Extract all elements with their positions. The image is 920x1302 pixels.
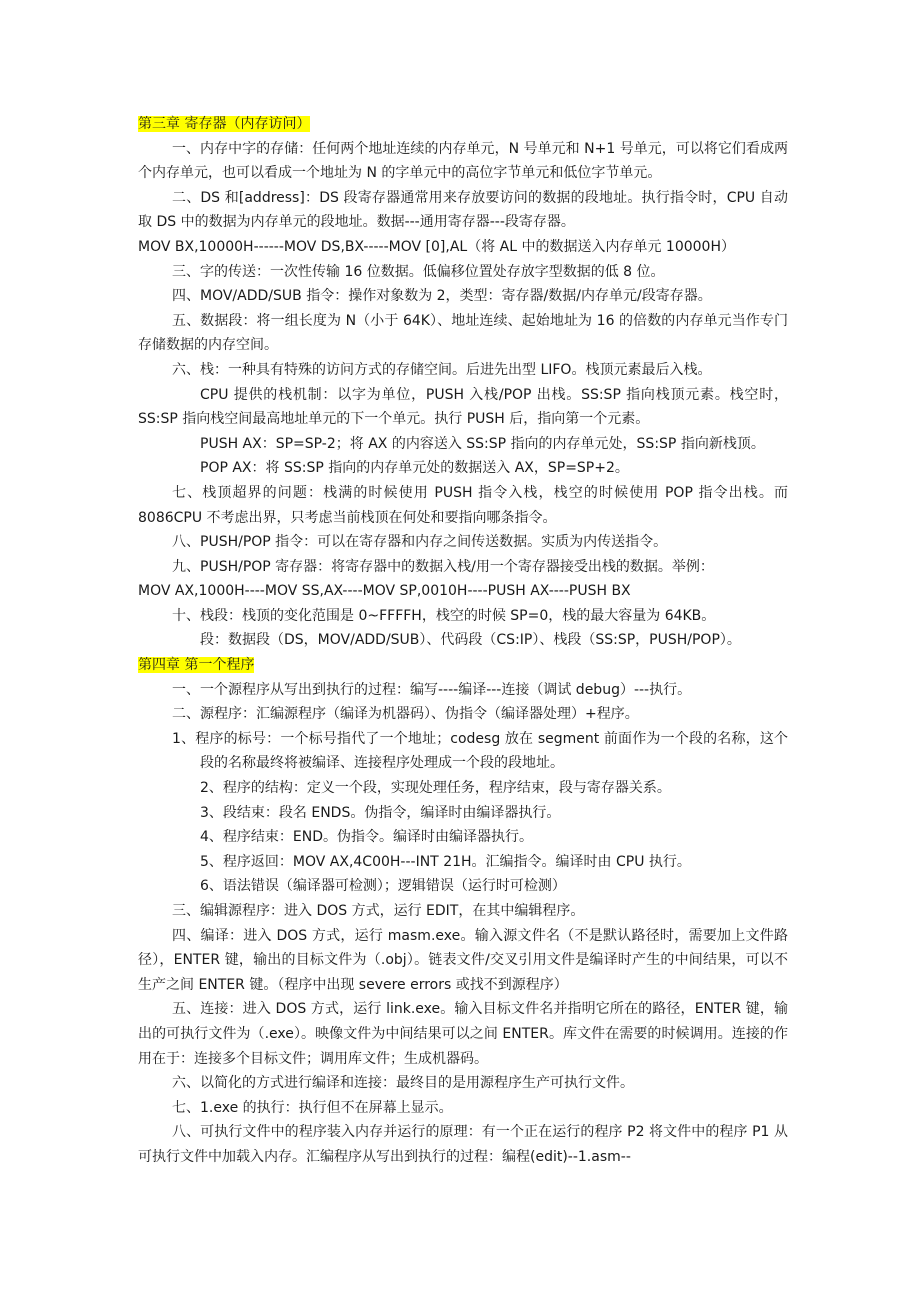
ch3-item-7: 七、栈顶超界的问题：栈满的时候使用 PUSH 指令入栈，栈空的时候使用 POP 指令出栈。而 8086CPU 不考虑出界，只考虑当前栈顶在何处和要指向哪条指令。	[138, 484, 788, 526]
ch3-item-3: 三、字的传送：一次性传输 16 位数据。低偏移位置处存放字型数据的低 8 位。	[172, 263, 665, 280]
ch3-item-6-sub-1: CPU 提供的栈机制：以字为单位，PUSH 入栈/POP 出栈。SS:SP 指向栈顶元素。栈空时，SS:SP 指向栈空间最高地址单元的下一个单元。执行 PUSH 后，指向第一个元素。	[138, 386, 788, 428]
ch3-item-5: 五、数据段：将一组长度为 N（小于 64K）、地址连续、起始地址为 16 的倍数的内存单元当作专门存储数据的内存空间。	[138, 312, 788, 354]
ch3-item-2: 二、DS 和[address]：DS 段寄存器通常用来存放要访问的数据的段地址。执行指令时，CPU 自动取 DS 中的数据为内存单元的段地址。数据---通用寄存器---段寄存器。	[138, 189, 788, 231]
ch4-item-8: 八、可执行文件中的程序装入内存并运行的原理：有一个正在运行的程序 P2 将文件中的程序 P1 从可执行文件中加载入内存。汇编程序从写出到执行的过程：编程(edit)--1.asm--	[138, 1124, 788, 1165]
ch4-item-2-sub-6: 6、语法错误（编译器可检测）；逻辑错误（运行时可检测）	[200, 878, 566, 895]
ch3-code-line-2: MOV AX,1000H----MOV SS,AX----MOV SP,0010H----PUSH AX----PUSH BX	[138, 583, 631, 600]
ch3-item-9: 九、PUSH/POP 寄存器：将寄存器中的数据入栈/用一个寄存器接受出栈的数据。举例：	[172, 558, 714, 575]
ch3-item-6: 六、栈：一种具有特殊的访问方式的存储空间。后进先出型 LIFO。栈顶元素最后入栈。	[172, 361, 712, 378]
ch4-item-1: 一、一个源程序从写出到执行的过程：编写----编译---连接（调试 debug）---执行。	[172, 681, 692, 698]
ch4-item-5: 五、连接：进入 DOS 方式，运行 link.exe。输入目标文件名并指明它所在的路径，ENTER 键，输出的可执行文件为（.exe）。映像文件为中间结果可以之间 ENTER。库文件在需要的时候调用。连接的作用在于：连接多个目标文件；调用库文件；生成机器码。	[138, 1001, 788, 1067]
ch4-item-6: 六、以简化的方式进行编译和连接：最终目的是用源程序生产可执行文件。	[172, 1075, 634, 1092]
ch3-item-8: 八、PUSH/POP 指令：可以在寄存器和内存之间传送数据。实质为内传送指令。	[172, 534, 668, 551]
ch4-item-2-sub-3: 3、段结束：段名 ENDS。伪指令，编译时由编译器执行。	[200, 804, 561, 821]
ch4-item-2-sub-5: 5、程序返回：MOV AX,4C00H---INT 21H。汇编指令。编译时由 CPU 执行。	[200, 853, 691, 870]
ch3-item-6-sub-3: POP AX：将 SS:SP 指向的内存单元处的数据送入 AX，SP=SP+2。	[200, 460, 629, 477]
chapter4-heading	[138, 653, 788, 678]
chapter4-title: 第四章 第一个程序	[138, 657, 255, 674]
ch3-item-10-sub-1: 段：数据段（DS，MOV/ADD/SUB）、代码段（CS:IP）、栈段（SS:SP，PUSH/POP）。	[200, 632, 741, 649]
ch4-item-2-sub-1: 1、程序的标号：一个标号指代了一个地址；codesg 放在 segment 前面作为一个段的名称，这个段的名称最终将被编译、连接程序处理成一个段的段地址。	[172, 730, 788, 772]
ch3-item-6-sub-2: PUSH AX：SP=SP-2；将 AX 的内容送入 SS:SP 指向的内存单元处，SS:SP 指向新栈顶。	[200, 435, 765, 452]
chapter3-title: 第三章 寄存器（内存访问）	[138, 116, 311, 132]
ch3-item-10: 十、栈段：栈顶的变化范围是 0~FFFFH，栈空的时候 SP=0，栈的最大容量为 64KB。	[172, 607, 716, 624]
ch4-item-3: 三、编辑源程序：进入 DOS 方式，运行 EDIT，在其中编辑程序。	[172, 903, 585, 919]
ch4-item-2-sub-2: 2、程序的结构：定义一个段，实现处理任务，程序结束，段与寄存器关系。	[200, 780, 671, 797]
chapter3-heading	[138, 112, 788, 137]
ch3-item-1: 一、内存中字的存储：任何两个地址连续的内存单元，N 号单元和 N+1 号单元，可以将它们看成两个内存单元，也可以看成一个地址为 N 的字单元中的高位字节单元和低位字节单元。	[138, 140, 788, 182]
document-page	[138, 112, 788, 1170]
ch4-item-7: 七、1.exe 的执行：执行但不在屏幕上显示。	[172, 1099, 453, 1116]
ch3-code-line-1: MOV BX,10000H------MOV DS,BX-----MOV [0],AL（将 AL 中的数据送入内存单元 10000H）	[138, 238, 735, 255]
ch3-item-4: 四、MOV/ADD/SUB 指令：操作对象数为 2，类型：寄存器/数据/内存单元/段寄存器。	[172, 288, 712, 305]
ch4-item-2-sub-4: 4、程序结束：END。伪指令。编译时由编译器执行。	[200, 829, 534, 846]
ch4-item-4: 四、编译：进入 DOS 方式，运行 masm.exe。输入源文件名（不是默认路径时，需要加上文件路径），ENTER 键，输出的目标文件为（.obj）。链表文件/交叉引用文件是编译时产生的中间结果，可以不生产之间 ENTER 键。（程序中出现 severe errors 或找不到源程序）	[138, 927, 788, 993]
ch4-item-2: 二、源程序：汇编源程序（编译为机器码）、伪指令（编译器处理）+程序。	[172, 706, 639, 723]
